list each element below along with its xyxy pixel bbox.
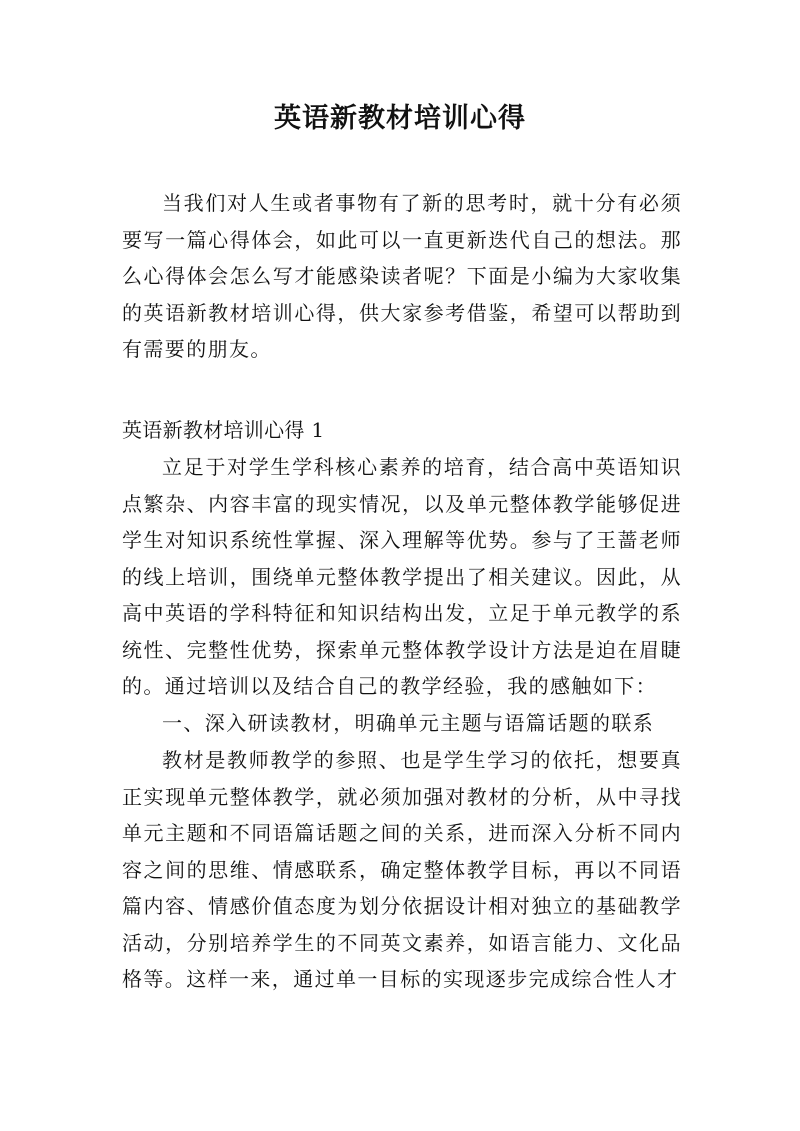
subheading: 一、深入研读教材，明确单元主题与语篇话题的联系 (162, 711, 655, 735)
body-paragraph: 教材是教师教学的参照、也是学生学习的依托，想要真正实现单元整体教学，就必须加强对教材的分析，从中寻找单元主题和不同语篇话题之间的关系，进而深入分析不同内容之间的思维、情感联系，确定整体教学目标，再以不同语篇内容、情感价值态度为划分依据设计相对独立的基础教学活动，分别培养学生的不同英文素养，如语言能力、文化品格等。这样一来，通过单一目标的实现逐步完成综合性人才 (122, 748, 682, 991)
intro-paragraph: 当我们对人生或者事物有了新的思考时，就十分有必须要写一篇心得体会，如此可以一直更新迭代自己的想法。那么心得体会怎么写才能感染读者呢？下面是小编为大家收集的英语新教材培训心得，供大家参考借鉴，希望可以帮助到有需要的朋友。 (122, 191, 682, 361)
body-paragraph: 立足于对学生学科核心素养的培育，结合高中英语知识点繁杂、内容丰富的现实情况，以及单元整体教学能够促进学生对知识系统性掌握、深入理解等优势。参与了王蔷老师的线上培训，围绕单元整体教学提出了相关建议。因此，从高中英语的学科特征和知识结构出发，立足于单元教学的系统性、完整性优势，探索单元整体教学设计方法是迫在眉睫的。通过培训以及结合自己的教学经验，我的感触如下： (122, 455, 682, 698)
section-heading: 英语新教材培训心得 1 (122, 418, 325, 442)
document-title: 英语新教材培训心得 (274, 103, 526, 134)
